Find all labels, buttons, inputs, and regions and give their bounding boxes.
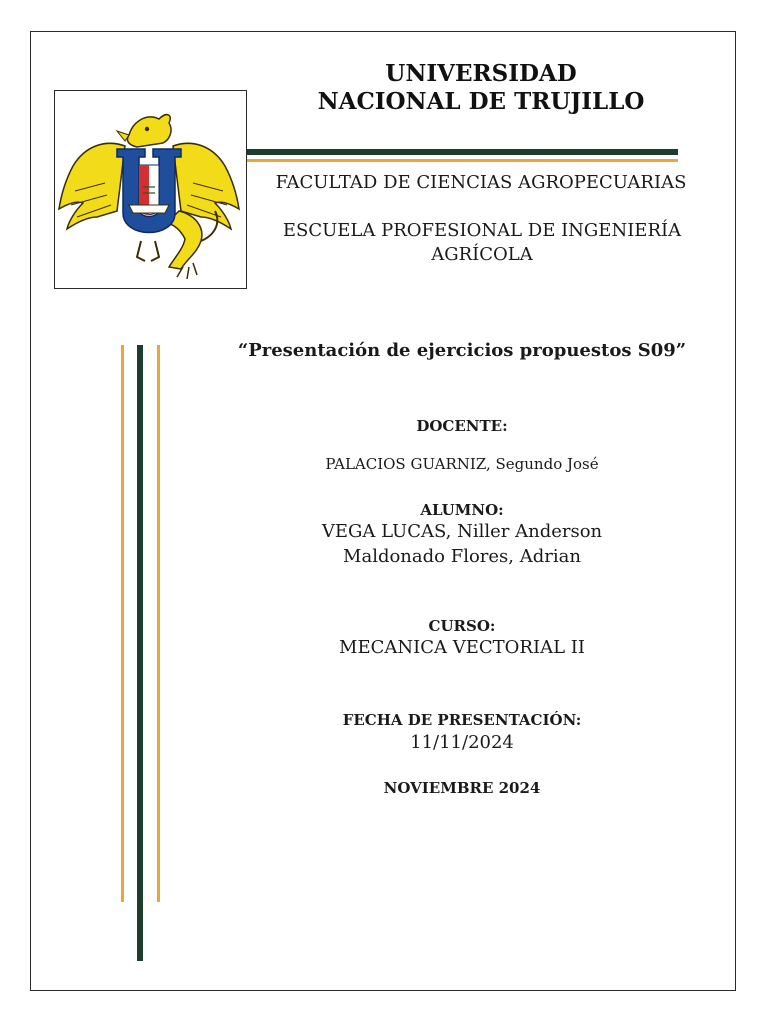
- university-name-line2: NACIONAL DE TRUJILLO: [317, 88, 645, 115]
- school-name-line2: AGRÍCOLA: [431, 244, 533, 265]
- university-name: [250, 60, 712, 116]
- university-logo-frame: [54, 90, 247, 289]
- header-rule-green: [247, 149, 678, 155]
- month-year: NOVIEMBRE 2024: [383, 779, 541, 797]
- decorative-bar-gold-left: [121, 345, 124, 902]
- student-name-2: Maldonado Flores, Adrian: [343, 546, 581, 567]
- teacher-name: PALACIOS GUARNIZ, Segundo José: [325, 455, 599, 473]
- decorative-bar-green: [137, 345, 143, 961]
- topic-title: “Presentación de ejercicios propuestos S09”: [237, 340, 687, 361]
- decorative-bar-gold-right: [157, 345, 160, 902]
- course-name: MECANICA VECTORIAL II: [339, 637, 585, 658]
- header-rule-gold: [247, 159, 678, 162]
- student-name-1: VEGA LUCAS, Niller Anderson: [321, 521, 603, 542]
- teacher-label: DOCENTE:: [416, 417, 508, 435]
- university-logo: [55, 91, 246, 288]
- course-label: CURSO:: [428, 617, 496, 635]
- faculty-name: FACULTAD DE CIENCIAS AGROPECUARIAS: [275, 172, 687, 193]
- school-name-line1: ESCUELA PROFESIONAL DE INGENIERÍA: [282, 220, 682, 241]
- presentation-date-label: FECHA DE PRESENTACIÓN:: [342, 711, 582, 729]
- students-label: ALUMNO:: [420, 501, 504, 519]
- university-name-line1: UNIVERSIDAD: [385, 60, 577, 87]
- school-name: [262, 219, 702, 267]
- presentation-date-value: 11/11/2024: [410, 732, 514, 753]
